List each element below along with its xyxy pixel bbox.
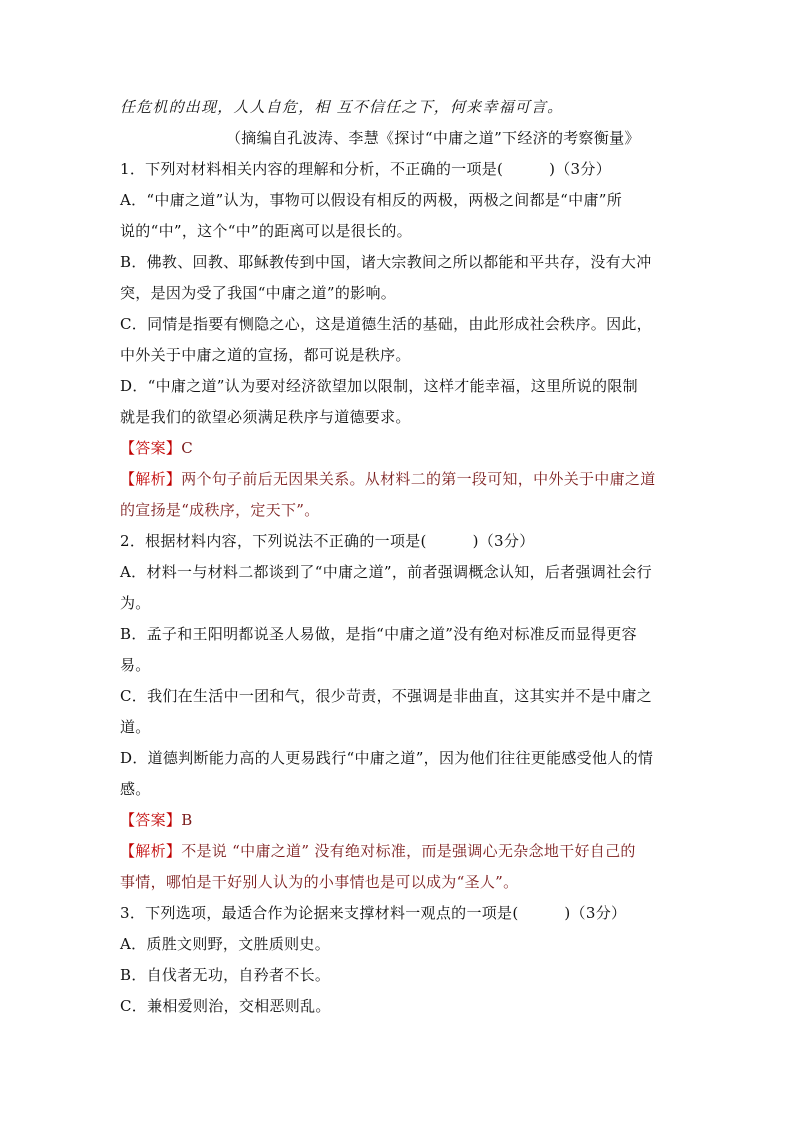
analysis-tag: 【解析】	[120, 470, 182, 488]
q2-analysis-line2: 事情，哪怕是干好别人认为的小事情也是可以成为“圣人”。	[120, 873, 519, 891]
q1-option-a-line2: 说的“中”，这个“中”的距离可以是很长的。	[120, 222, 412, 240]
q2-answer	[120, 810, 680, 830]
q2-option-b-line2: 易。	[120, 656, 151, 674]
answer-tag: 【答案】	[120, 811, 182, 829]
q2-option-d-line1: D．道德判断能力高的人更易践行“中庸之道”，因为他们往往更能感受他人的情	[120, 749, 654, 767]
q2-stem: 2．根据材料内容，下列说法不正确的一项是( )（3分）	[120, 532, 535, 550]
answer-value: C	[181, 439, 193, 457]
intro-line: 任危机的出现，人人自危，相 互不信任之下，何来幸福可言。	[120, 98, 564, 116]
q3-option-b: B．自伐者无功，自矜者不长。	[120, 966, 331, 984]
analysis-text: 不是说 “中庸之道” 没有绝对标准，而是强调心无杂念地干好自己的	[181, 842, 636, 860]
answer-tag: 【答案】	[120, 439, 182, 457]
q1-answer	[120, 438, 680, 458]
q3-option-a: A．质胜文则野，文胜质则史。	[120, 935, 331, 953]
q1-option-a-line1: A．“中庸之道”认为，事物可以假设有相反的两极，两极之间都是“中庸”所	[120, 191, 623, 209]
q2-option-c-line1: C．我们在生活中一团和气，很少苛责，不强调是非曲直，这其实并不是中庸之	[120, 687, 652, 705]
analysis-tag: 【解析】	[120, 842, 182, 860]
q1-option-d-line1: D．“中庸之道”认为要对经济欲望加以限制，这样才能幸福，这里所说的限制	[120, 377, 638, 395]
analysis-text: 两个句子前后无因果关系。从材料二的第一段可知，中外关于中庸之道	[181, 470, 656, 488]
q1-option-d-line2: 就是我们的欲望必须满足秩序与道德要求。	[120, 408, 411, 426]
q2-option-a-line2: 为。	[120, 594, 151, 612]
q2-option-c-line2: 道。	[120, 718, 151, 736]
q1-analysis-line1	[120, 469, 680, 489]
q1-analysis-line2: 的宣扬是“成秩序，定天下”。	[120, 501, 320, 519]
q1-option-b-line1: B．佛教、回教、耶稣教传到中国，诸大宗教间之所以都能和平共存，没有大冲	[120, 253, 652, 271]
q3-option-c: C．兼相爱则治，交相恶则乱。	[120, 997, 331, 1015]
q1-option-b-line2: 突，是因为受了我国“中庸之道”的影响。	[120, 284, 397, 302]
answer-value: B	[181, 811, 193, 829]
q1-option-c-line1: C．同情是指要有恻隐之心，这是道德生活的基础，由此形成社会秩序。因此，	[120, 315, 652, 333]
q2-option-a-line1: A．材料一与材料二都谈到了“中庸之道”，前者强调概念认知，后者强调社会行	[120, 563, 652, 581]
q2-option-d-line2: 感。	[120, 780, 151, 798]
q2-option-b-line1: B．孟子和王阳明都说圣人易做，是指“中庸之道”没有绝对标准反而显得更容	[120, 625, 637, 643]
q3-stem: 3．下列选项，最适合作为论据来支撑材料一观点的一项是( )（3分）	[120, 904, 627, 922]
q1-option-c-line2: 中外关于中庸之道的宣扬，都可说是秩序。	[120, 346, 411, 364]
q2-analysis-line1	[120, 841, 680, 861]
q1-stem: 1．下列对材料相关内容的理解和分析，不正确的一项是( )（3分）	[120, 160, 611, 178]
source-citation: （摘编自孔波涛、李慧《探讨“中庸之道”下经济的考察衡量》	[226, 129, 640, 147]
